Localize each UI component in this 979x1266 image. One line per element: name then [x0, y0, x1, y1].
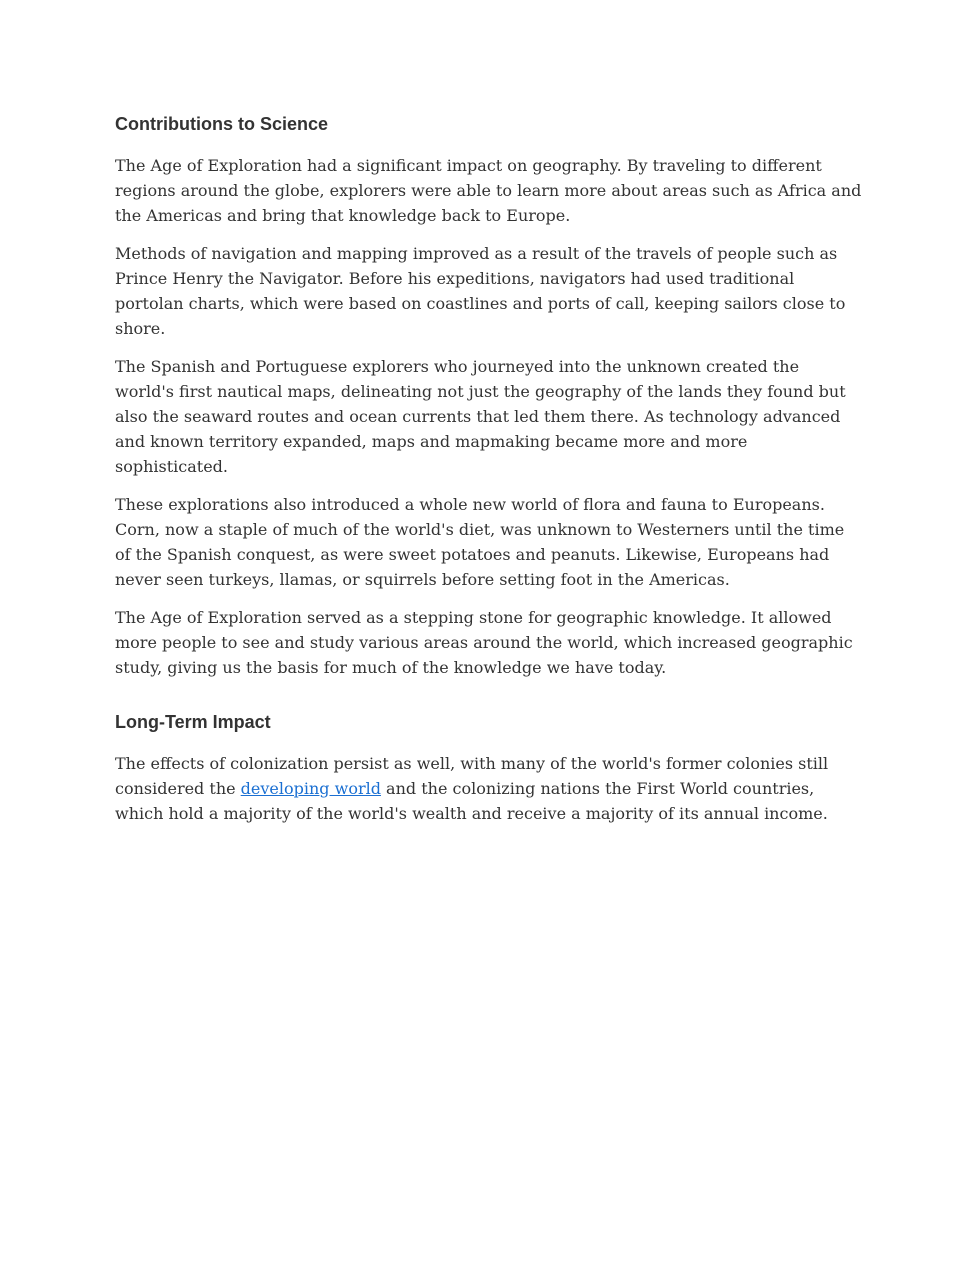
section-heading-contributions-to-science: Contributions to Science — [115, 114, 329, 134]
paragraph-nautical-maps: The Spanish and Portuguese explorers who journeyed into the unknown created the world's first nautical maps, delineating not just the geography of the lands they found but also the seaward routes and ocean currents that led them there. As technology advanced and known territory expanded, maps and mapmaking became more and more sophisticated. — [115, 357, 846, 476]
paragraph-text-before-link: The effects of colonization persist as well, with many of the world's former colonies still considered the — [115, 754, 829, 798]
developing-world-link[interactable]: developing world — [240, 779, 381, 798]
paragraph-stepping-stone: The Age of Exploration served as a stepping stone for geographic knowledge. It allowed more people to see and study various areas around the world, which increased geographic study, giving us the basis for much of the knowledge we have today. — [115, 608, 853, 677]
article-content — [115, 113, 863, 839]
section-heading-long-term-impact: Long-Term Impact — [115, 712, 271, 732]
paragraph-geography-impact: The Age of Exploration had a significant impact on geography. By traveling to different regions around the globe, explorers were able to learn more about areas such as Africa and the Americas and bring that knowledge back to Europe. — [115, 156, 862, 225]
paragraph-navigation-methods: Methods of navigation and mapping improved as a result of the travels of people such as Prince Henry the Navigator. Before his expeditions, navigators had used traditional portolan charts, which were based on coastlines and ports of call, keeping sailors close to shore. — [115, 244, 846, 338]
paragraph-text-after-link: and the colonizing nations the First World countries, which hold a majority of the world's wealth and receive a majority of its annual income. — [115, 779, 828, 823]
paragraph-flora-fauna: These explorations also introduced a whole new world of flora and fauna to Europeans. Corn, now a staple of much of the world's diet, was unknown to Westerners until the time of the Spanish conquest, as were sweet potatoes and peanuts. Likewise, Europeans had never seen turkeys, llamas, or squirrels before setting foot in the Americas. — [115, 495, 845, 589]
paragraph-colonization-effects — [115, 751, 863, 826]
